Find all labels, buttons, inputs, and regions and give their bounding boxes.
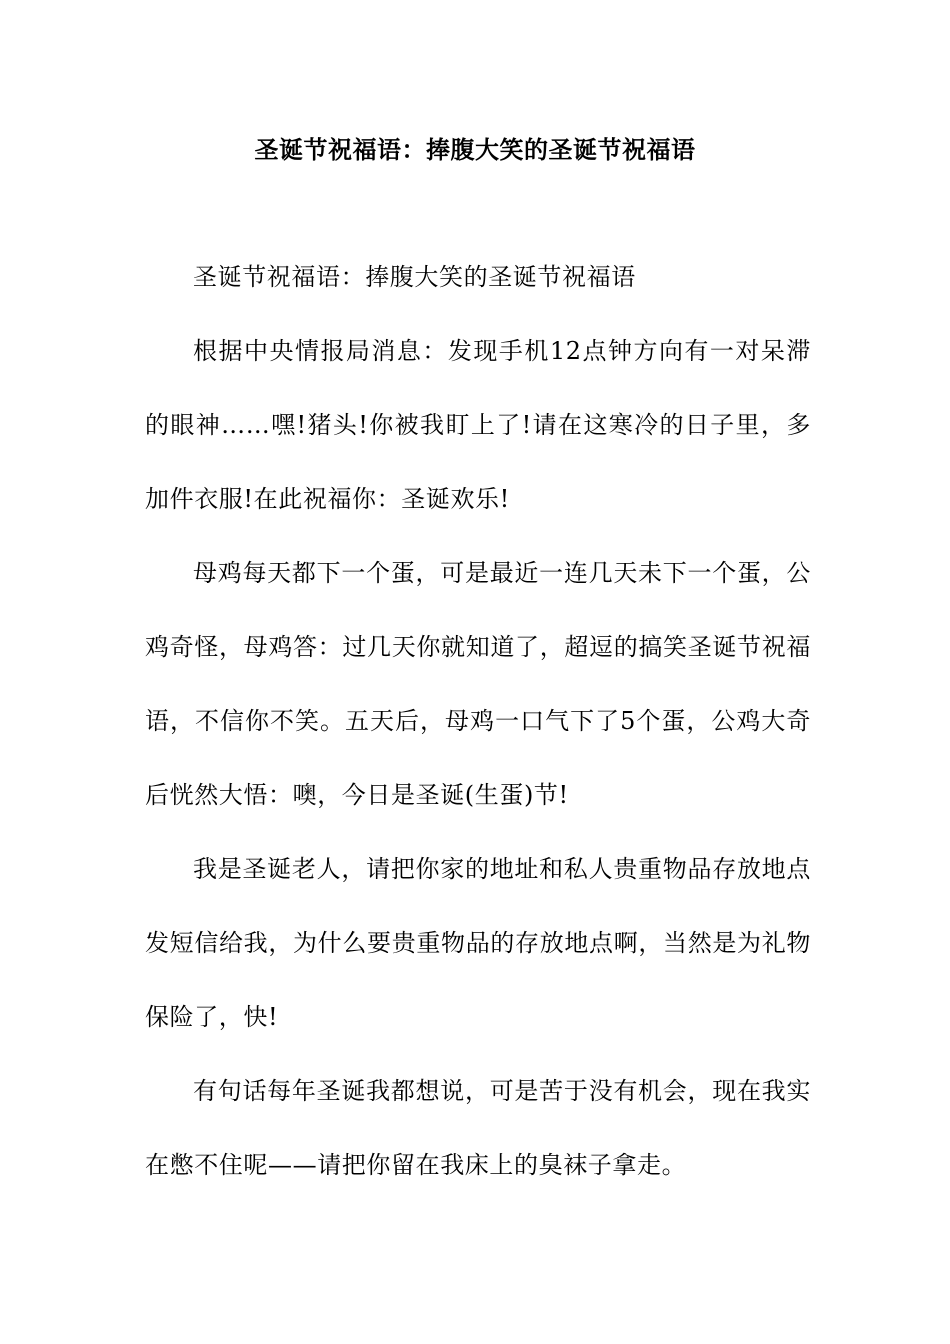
paragraph-hen-egg-joke: 母鸡每天都下一个蛋，可是最近一连几天未下一个蛋，公鸡奇怪，母鸡答：过几天你就知道了，超逗的搞笑圣诞节祝福语，不信你不笑。五天后，母鸡一口气下了5个蛋，公鸡大奇后恍然大悟：噢，今日是圣诞(生蛋)节! — [145, 559, 811, 809]
paragraph-santa-address: 我是圣诞老人，请把你家的地址和私人贵重物品存放地点发短信给我，为什么要贵重物品的存放地点啊，当然是为礼物保险了，快! — [145, 855, 811, 1031]
paragraph-socks: 有句话每年圣诞我都想说，可是苦于没有机会，现在我实在憋不住呢——请把你留在我床上的臭袜子拿走。 — [145, 1077, 811, 1179]
document-title: 圣诞节祝福语：捧腹大笑的圣诞节祝福语 — [254, 135, 696, 164]
document-body — [145, 240, 811, 1202]
paragraph-intro: 圣诞节祝福语：捧腹大笑的圣诞节祝福语 — [193, 263, 636, 291]
paragraph-cia-message: 根据中央情报局消息：发现手机12点钟方向有一对呆滞的眼神……嘿!猪头!你被我盯上了!请在这寒冷的日子里，多加件衣服!在此祝福你：圣诞欢乐! — [145, 337, 811, 513]
